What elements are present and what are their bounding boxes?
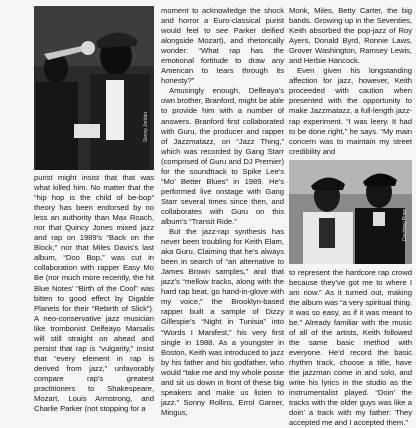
photo-left-image (34, 6, 154, 170)
photo-right-image (289, 160, 412, 264)
photo-two-men-with-horn (34, 6, 154, 170)
column-3-paragraph-2: Even given his longstanding affection for jazz, however, Keith proceeded with caution when presented with the opportunity to make Jazzmatazz, a full-length jazz-rap experiment. “I was leery. It had to be done right,” he says. “My main concern was to maintain my street credibility and (289, 66, 412, 156)
column-2 (161, 6, 284, 418)
column-3-paragraph-1: Monk, Miles, Betty Carter, the big bands. Growing up in the Seventies, Keith absorbed the pop-jazz of Roy Ayers, Donald Byrd, Ronnie Laws, Grover Washington, Ramsey Lewis, and Herbie Hancock. (289, 6, 412, 66)
column-3-paragraph-3: to represent the hardcore rap crowd because they’ve got me to where I am now.” As it turned out, making the album was “a very spiritual thing. It was so easy, as if it was meant to be.” Already familiar with the music of all of the artists, Keith followed the same basic method with everyone. He’d record the basic rhythm track, choose a title, have the jazzman come in and solo, and write his lyrics in the studio as the instrumentalist played. “Doin’ the tracks with the older guys was like a doin’ a track with my father: They accepted me and I accepted them.” (289, 267, 412, 428)
column-2-paragraph-1: moment to acknowledge the shock and horror a Euro-classical purist would feel to see Parker deified alongside Mozart), and rhetorically wonder: “What rap has the emotional fortitude to draw any American to tears through its honesty?” (161, 6, 284, 86)
column-2-paragraph-2: Amusingly enough, Delfeaya’s own brother, Branford, might be able to provide him with a number of answers. Branford first collaborated with Guru, the producer and rapper of Jazzmatazz, on “Jazz Thing,” which was recorded by Gang Starr (comprised of Guru and DJ Premier) for the soundtrack to Spike Lee’s “Mo’ Better Blues” in 1989. He’s performed live onstage with Gang Starr several times since then, and collaborates with Guru on this album’s “Transit Ride.” (161, 86, 284, 226)
photo-credit: Courtney Price (401, 209, 408, 242)
column-2-paragraph-3: But the jazz-rap synthesis has never been troubling for Keith Elam, aka Guru. Claiming that he’s always been in search of “an alternative to James Brown samples,” and that jazz’s “mellow tracks, along with the hard rap beat, go hand-in-glove with my voice,” the Brooklyn-based rapper built a sample of Dizzy Gillespie’s “Night in Tunisia” into “Words I Manifest,” his very first single in 1988. As a youngster in Boston, Keith was introduced to jazz by his father and his godfather, who would “take me and my whole posse and sit us down in front of these big speakers and make us listen to jazz.” Sonny Rollins, Errol Garner, Mingus, (161, 227, 284, 417)
column-3 (289, 6, 412, 428)
column-1-text: purist might insist that that was what killed him. No matter that the “hip hop is the child of be-bop” theory has been endorsed by no less an authority than Max Roach, nor that Quincy Jones mixed jazz and rap on 1989’s “Back on the Block,” nor that Miles Davis’s last album, “Doo Bop,” was cut in collaboration with rapper Easy Mo Be (nor much more recently, the hit Blue Notes’ “Birth of the Cool” was bitten to good effect by Digable Planets for their “Rebirth of Slick”). A neo-conservative jazz musician like trombonist Delfeayo Marsalis will still straight on ahead and persist that rap is “vulgarity,” insist that “every element in rap is derived from jazz,” unfavorably compare rap’s greatest practitioners to Shakespeare, Mozart, Louis Armstrong, and Charlie Parker (not stopping for a (34, 173, 154, 414)
photo-credit: Sonny Jordan (142, 111, 149, 142)
column-1 (34, 6, 154, 414)
photo-two-men-in-caps (289, 160, 412, 264)
